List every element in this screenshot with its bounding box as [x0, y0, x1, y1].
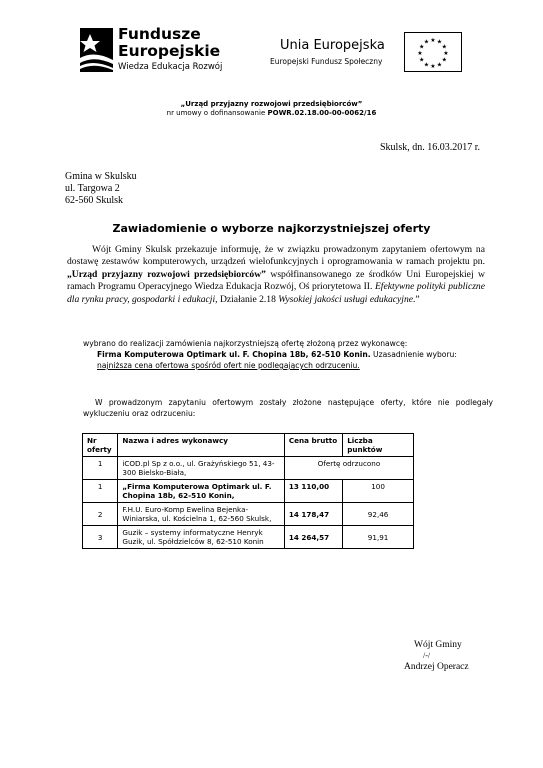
- contract-number: POWR.02.18.00-00-0062/16: [267, 109, 377, 117]
- body-priority-axis: Efektywne polityki publiczne dla rynku pracy, gospodarki i edukacji: [67, 281, 485, 305]
- contract-number-line: [0, 108, 543, 118]
- svg-text:★: ★: [430, 37, 436, 44]
- choice-paragraph: [83, 338, 493, 371]
- body-project-name: „Urząd przyjazny rozwojowi przedsiębiorców”: [67, 268, 266, 280]
- body-paragraph: [67, 244, 485, 306]
- offers-table: [82, 433, 414, 549]
- cell-nr: 1: [83, 457, 118, 480]
- offers-intro: W prowadzonym zapytaniu ofertowym zostały złożone następujące oferty, które nie podlegały wykluczeniu oraz odrzuceniu:: [83, 398, 493, 418]
- recipient-line: Gmina w Skulsku: [65, 171, 137, 182]
- date-line: Skulsk, dn. 16.03.2017 r.: [379, 142, 480, 153]
- fe-logo-line2: Europejskie: [118, 42, 221, 60]
- table-row: [83, 457, 414, 480]
- cell-points: 91,91: [343, 526, 414, 549]
- fe-logo-line1: Fundusze: [118, 25, 201, 43]
- cell-nr: 1: [83, 480, 118, 503]
- justification-label: Uzasadnienie wyboru:: [370, 350, 457, 359]
- signature-mark: /-/: [423, 651, 431, 660]
- svg-text:★: ★: [443, 50, 449, 57]
- signature-title: Wójt Gminy: [414, 640, 462, 650]
- header-price: Cena brutto: [284, 434, 342, 457]
- choice-firm-line: [83, 349, 493, 360]
- fe-logo-tagline: Wiedza Edukacja Rozwój: [118, 62, 223, 72]
- body-text: współfinansowanego ze środków Uni Europejskiej w ramach Programu Operacyjnego Wiedza Edukacja Rozwój, Oś priorytetowa II.: [67, 268, 485, 293]
- cell-points: 100: [343, 480, 414, 503]
- svg-text:★: ★: [430, 63, 436, 70]
- cell-rejected: Ofertę odrzucono: [284, 457, 413, 480]
- cell-price: 13 110,00: [284, 480, 342, 503]
- recipient-line: 62-560 Skulsk: [65, 195, 124, 206]
- cell-price: 14 178,47: [284, 503, 342, 526]
- cell-name: Guzik – systemy informatyczne Henryk Guzik, ul. Spółdzielców 8, 62-510 Konin: [118, 526, 285, 549]
- svg-text:★: ★: [423, 38, 430, 46]
- cell-nr: 2: [83, 503, 118, 526]
- svg-text:★: ★: [417, 50, 423, 57]
- table-row: [83, 480, 414, 503]
- svg-text:★: ★: [441, 56, 447, 64]
- chosen-firm: Firma Komputerowa Optimark ul. F. Chopina 18b, 62-510 Konin.: [97, 350, 371, 359]
- cell-price: 14 264,57: [284, 526, 342, 549]
- header-nr: Nr oferty: [83, 434, 118, 457]
- table-row: [83, 526, 414, 549]
- project-title: „Urząd przyjazny rozwojowi przedsiębiorców”: [180, 100, 363, 108]
- signature-name: Andrzej Operacz: [404, 662, 469, 672]
- body-text: , Działanie 2.18: [215, 293, 279, 305]
- svg-text:★: ★: [419, 43, 425, 51]
- table-row: [83, 503, 414, 526]
- svg-text:★: ★: [423, 61, 430, 69]
- cell-name: iCOD.pl Sp z o.o., ul. Grażyńskiego 51, 43-300 Bielsko-Biała,: [118, 457, 285, 480]
- fundusze-europejskie-mark-icon: [80, 28, 113, 72]
- svg-text:★: ★: [436, 61, 443, 69]
- cell-points: 92,46: [343, 503, 414, 526]
- choice-intro: wybrano do realizacji zamówienia najkorzystniejszą ofertę złożoną przez wykonawcę:: [83, 339, 408, 348]
- recipient-line: ul. Targowa 2: [65, 183, 120, 194]
- fundusze-europejskie-logo: [80, 24, 280, 84]
- document-title: Zawiadomienie o wyborze najkorzystniejszej oferty: [112, 222, 431, 235]
- recipient-address: [65, 171, 137, 207]
- body-text: Wójt Gminy Skulsk przekazuje informuję, że w związku prowadzonym zapytaniem ofertowym na dostawę zestawów komputerowych, urządzeń wielofunkcyjnych i oprogramowania w ramach projektu pn.: [67, 244, 485, 268]
- body-measure: Wysokiej jakości usługi edukacyjne: [278, 293, 414, 305]
- justification-text: najniższa cena ofertowa spośród ofert nie podlegających odrzuceniu.: [97, 361, 360, 370]
- body-text: .”: [413, 293, 420, 305]
- cell-name: F.H.U. Euro-Komp Ewelina Bejenka-Winiarska, ul. Kościelna 1, 62-560 Skulsk,: [118, 503, 285, 526]
- svg-text:★: ★: [436, 38, 443, 46]
- svg-text:★: ★: [419, 56, 425, 64]
- eu-flag-icon: [404, 32, 462, 72]
- cell-nr: 3: [83, 526, 118, 549]
- ue-logo-title: Unia Europejska: [280, 38, 385, 53]
- svg-text:★: ★: [441, 43, 447, 51]
- header-points: Liczba punktów: [343, 434, 414, 457]
- cell-name: „Firma Komputerowa Optimark ul. F. Chopina 18b, 62-510 Konin,: [118, 480, 285, 503]
- table-header-row: [83, 434, 414, 457]
- ue-logo-subtitle: Europejski Fundusz Społeczny: [270, 57, 383, 66]
- contract-prefix: nr umowy o dofinansowanie: [166, 109, 268, 117]
- header-name: Nazwa i adres wykonawcy: [118, 434, 285, 457]
